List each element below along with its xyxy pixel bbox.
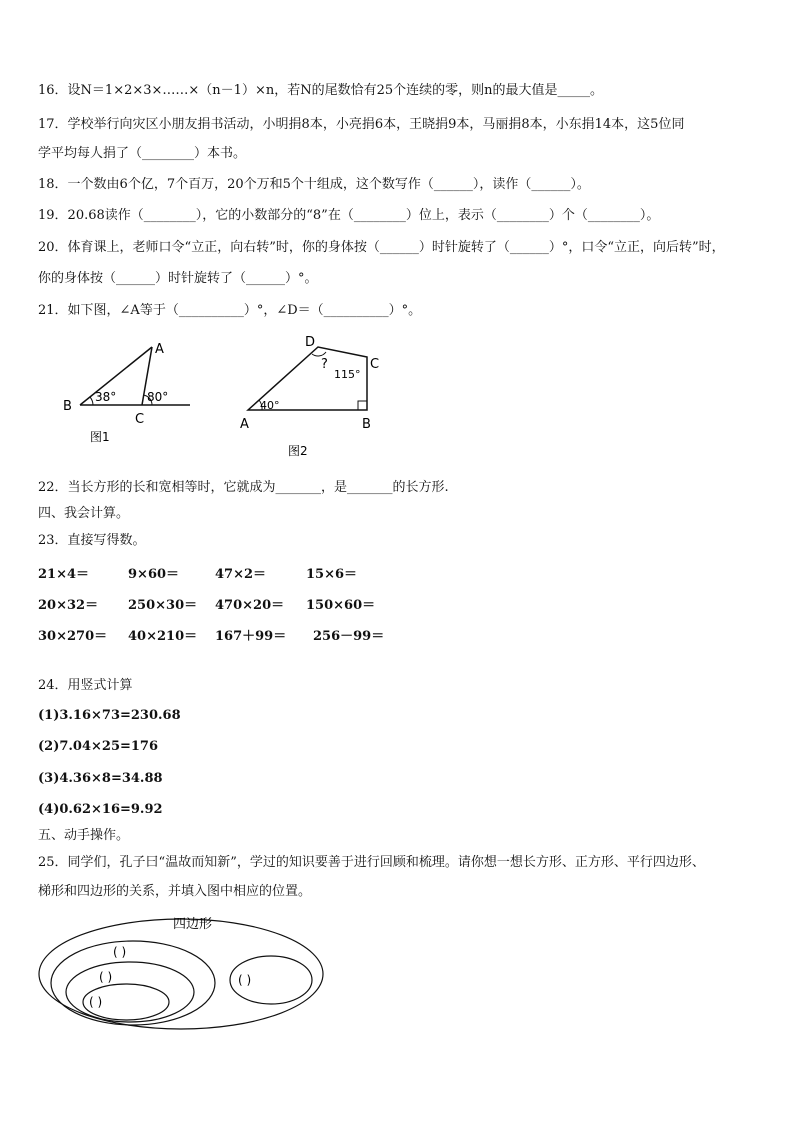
fig2-label-d: D — [305, 335, 316, 350]
vertical-calc-item: (3)4.36×8=34.88 — [38, 771, 163, 786]
fig2-right-angle-mark — [358, 401, 367, 410]
calc-cell: 40×210＝ — [128, 629, 198, 644]
figure-2 — [230, 330, 390, 460]
question-20-line2: 你的身体按（______）时针旋转了（______）°。 — [38, 271, 318, 286]
venn-blank: ( ) — [89, 995, 103, 1009]
fig1-angle-b-label: 38° — [95, 390, 117, 404]
fig2-label-a: A — [240, 417, 249, 432]
vertical-calc-item: (1)3.16×73=230.68 — [38, 708, 181, 723]
question-23: 23．直接写得数。 — [38, 533, 146, 548]
question-25-line1: 25．同学们，孔子曰“温故而知新”，学过的知识要善于进行回顾和梳理。请你想一想长方形、正方形、平行四边形、 — [38, 855, 705, 870]
fig1-angle-b-arc — [90, 397, 93, 405]
vertical-calc-item: (4)0.62×16=9.92 — [38, 802, 163, 817]
calc-cell: 47×2＝ — [215, 567, 267, 582]
question-17-line2: 学平均每人捐了（________）本书。 — [38, 146, 247, 161]
calc-cell: 15×6＝ — [306, 567, 358, 582]
question-17-line1: 17．学校举行向灾区小朋友捐书活动，小明捐8本，小亮捐6本，王晓捐9本，马丽捐8本，小东捐14本，这5位同 — [38, 117, 685, 132]
fig1-caption: 图1 — [90, 430, 110, 444]
calc-cell: 250×30＝ — [128, 598, 198, 613]
venn-rectangle — [66, 962, 194, 1022]
fig2-angle-d-arc — [312, 352, 326, 356]
calc-cell: 256－99＝ — [313, 629, 385, 644]
question-25-line2: 梯形和四边形的关系，并填入图中相应的位置。 — [38, 884, 312, 899]
calc-cell: 470×20＝ — [215, 598, 285, 613]
fig2-label-b: B — [362, 417, 371, 432]
venn-blank: ( ) — [99, 970, 113, 984]
fig2-angle-a-label: 40° — [260, 399, 280, 412]
calc-cell: 9×60＝ — [128, 567, 180, 582]
calc-cell: 21×4＝ — [38, 567, 90, 582]
figure-1 — [55, 335, 205, 450]
question-20-line1: 20．体育课上，老师口令“立正，向右转”时，你的身体按（______）时针旋转了（______）°，口令“立正，向后转”时， — [38, 240, 725, 255]
fig1-label-a: A — [155, 342, 164, 357]
fig2-label-c: C — [370, 357, 380, 372]
question-18: 18．一个数由6个亿，7个百万，20个万和5个十组成，这个数写作（______），读作（______）。 — [38, 177, 590, 192]
question-24: 24．用竖式计算 — [38, 678, 133, 693]
fig2-caption: 图2 — [288, 444, 308, 458]
quadrilateral-venn-diagram — [36, 908, 331, 1033]
venn-blank: ( ) — [238, 973, 252, 987]
question-22: 22．当长方形的长和宽相等时，它就成为_______，是_______的长方形. — [38, 480, 449, 495]
fig2-angle-c-label: 115° — [334, 368, 361, 381]
calc-cell: 20×32＝ — [38, 598, 99, 613]
vertical-calc-item: (2)7.04×25=176 — [38, 739, 159, 754]
venn-outer-label: 四边形 — [173, 917, 213, 932]
section-5-title: 五、动手操作。 — [38, 828, 130, 843]
venn-parallelogram — [51, 941, 215, 1025]
calc-cell: 30×270＝ — [38, 629, 108, 644]
venn-blank: ( ) — [113, 945, 127, 959]
question-19: 19．20.68读作（________），它的小数部分的“8”在（________）位上，表示（________）个（________）。 — [38, 208, 660, 223]
calc-cell: 150×60＝ — [306, 598, 376, 613]
question-16: 16．设N＝1×2×3×……×（n－1）×n，若N的尾数恰有25个连续的零，则n的最大值是_____。 — [38, 83, 603, 98]
fig1-label-c: C — [135, 412, 145, 427]
fig1-label-b: B — [63, 399, 72, 414]
question-21: 21．如下图，∠A等于（__________）°，∠D＝（__________）°。 — [38, 303, 422, 318]
fig1-angle-c-label: 80° — [147, 390, 169, 404]
calc-cell: 167＋99＝ — [215, 629, 287, 644]
section-4-title: 四、我会计算。 — [38, 506, 130, 521]
fig2-unknown-mark: ? — [321, 357, 328, 372]
